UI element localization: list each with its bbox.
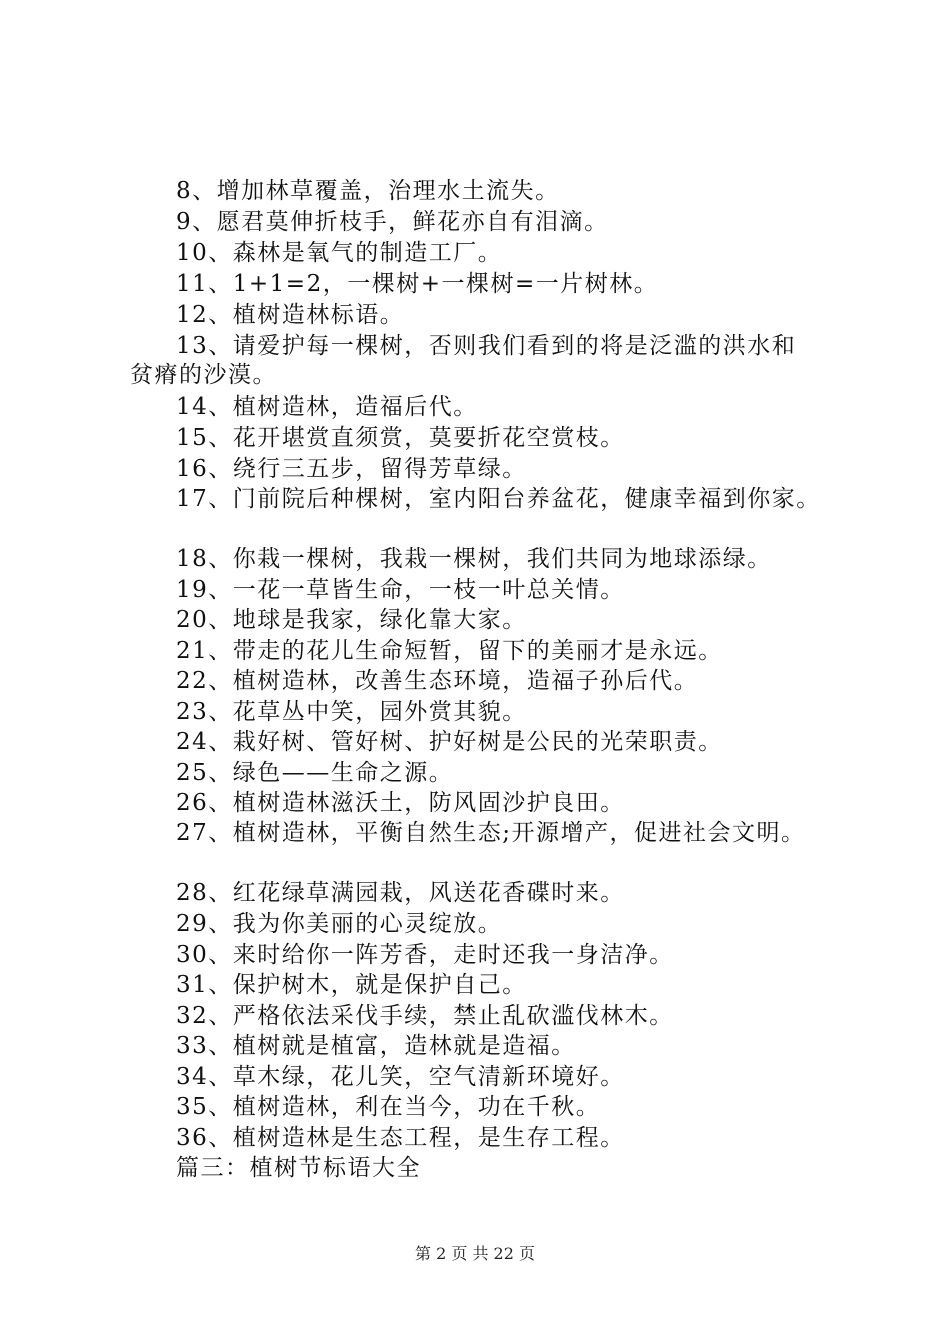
slogan-line-25: 25、绿色——生命之源。 (176, 760, 454, 786)
slogan-line-12: 12、植树造林标语。 (176, 302, 405, 328)
slogan-line-30: 30、来时给你一阵芳香，走时还我一身洁净。 (176, 942, 674, 968)
slogan-line-17: 17、门前院后种棵树，室内阳台养盆花，健康幸福到你家。 (176, 486, 821, 512)
slogan-line-24: 24、栽好树、管好树、护好树是公民的光荣职责。 (176, 729, 723, 755)
slogan-line-29: 29、我为你美丽的心灵绽放。 (176, 911, 503, 937)
slogan-line-31: 31、保护树木，就是保护自己。 (176, 972, 527, 998)
slogan-line-20: 20、地球是我家，绿化靠大家。 (176, 607, 527, 633)
slogan-line-19: 19、一花一草皆生命，一枝一叶总关情。 (176, 577, 625, 603)
slogan-line-34: 34、草木绿，花儿笑，空气清新环境好。 (176, 1064, 625, 1090)
slogan-line-32: 32、严格依法采伐手续，禁止乱砍滥伐林木。 (176, 1003, 674, 1029)
slogan-line-15: 15、花开堪赏直须赏，莫要折花空赏枝。 (176, 425, 625, 451)
slogan-line-22: 22、植树造林，改善生态环境，造福子孙后代。 (176, 668, 699, 694)
slogan-line-18: 18、你栽一棵树，我栽一棵树，我们共同为地球添绿。 (176, 546, 772, 572)
slogan-line-33: 33、植树就是植富，造林就是造福。 (176, 1033, 576, 1059)
slogan-line-13-continued: 贫瘠的沙漠。 (130, 362, 277, 388)
slogan-line-35: 35、植树造林，利在当今，功在千秋。 (176, 1094, 601, 1120)
slogan-line-21: 21、带走的花儿生命短暂，留下的美丽才是永远。 (176, 638, 723, 664)
slogan-line-36: 36、植树造林是生态工程，是生存工程。 (176, 1125, 625, 1151)
slogan-line-28: 28、红花绿草满园栽，风送花香碟时来。 (176, 880, 625, 906)
slogan-line-8: 8、增加林草覆盖，治理水土流失。 (176, 178, 560, 204)
slogan-line-13: 13、请爱护每一棵树，否则我们看到的将是泛滥的洪水和 (176, 333, 797, 359)
slogan-line-27: 27、植树造林，平衡自然生态;开源增产，促进社会文明。 (176, 820, 806, 846)
slogan-line-11: 11、1+1=2，一棵树+一棵树=一片树林。 (176, 271, 659, 297)
page-number-footer: 第 2 页 共 22 页 (415, 1244, 535, 1263)
slogan-line-26: 26、植树造林滋沃土，防风固沙护良田。 (176, 790, 625, 816)
slogan-line-16: 16、绕行三五步，留得芳草绿。 (176, 456, 527, 482)
slogan-line-9: 9、愿君莫伸折枝手，鲜花亦自有泪滴。 (176, 209, 609, 235)
section-heading: 篇三：植树节标语大全 (176, 1155, 421, 1181)
slogan-line-23: 23、花草丛中笑，园外赏其貌。 (176, 699, 527, 725)
slogan-line-14: 14、植树造林，造福后代。 (176, 394, 478, 420)
slogan-line-10: 10、森林是氧气的制造工厂。 (176, 240, 503, 266)
